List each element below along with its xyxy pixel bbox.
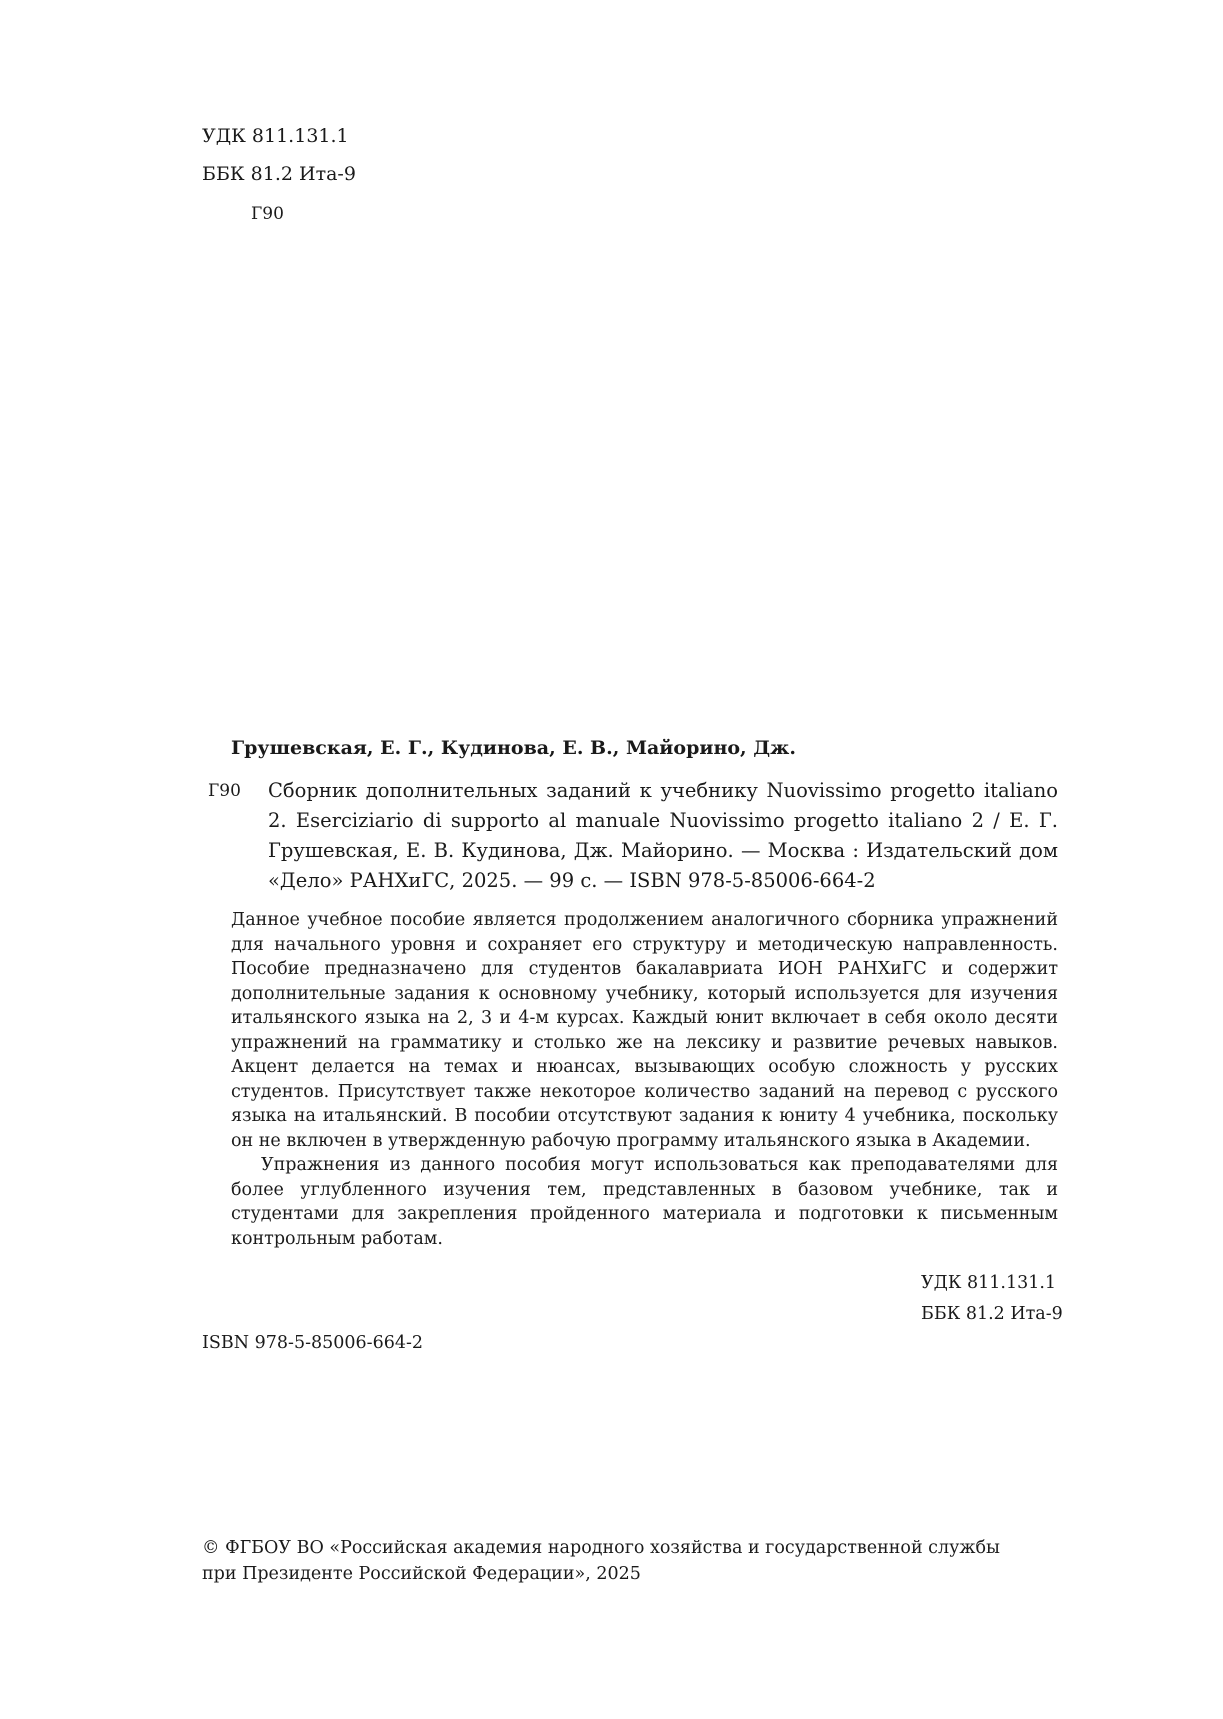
bottom-bbk-code: ББК 81.2 Ита-9 <box>921 1304 1063 1324</box>
annotation-paragraph-2: Упражнения из данного пособия могут использоваться как преподавателями для более углубленного изучения тем, представленных в базовом учебнике, так и студентами для закрепления пройденного материала и подготовки к письменным контрольным работам. <box>231 1155 1058 1249</box>
top-bbk-code: ББК 81.2 Ита-9 <box>202 163 356 185</box>
isbn: ISBN 978-5-85006-664-2 <box>202 1333 424 1353</box>
bottom-classification-codes <box>921 1268 1063 1330</box>
top-udk-code: УДК 811.131.1 <box>202 125 349 147</box>
copyright-line-2: при Президенте Российской Федерации», 2025 <box>202 1564 641 1584</box>
annotation <box>231 908 1058 1251</box>
annotation-paragraph-1: Данное учебное пособие является продолжением аналогичного сборника упражнений для начального уровня и сохраняет его структуру и методическую направленность. Пособие предназначено для студентов бакалавриата ИОН РАНХиГС и содержит дополнительные задания к основному учебнику, который используется для изучения итальянского языка на 2, 3 и 4-м курсах. Каждый юнит включает в себя около десяти упражнений на грамматику и столько же на лексику и развитие речевых навыков. Акцент делается на темах и нюансах, вызывающих особую сложность у русских студентов. Присутствует также некоторое количество заданий на перевод с русского языка на итальянский. В пособии отсутствуют задания к юниту 4 учебника, поскольку он не включен в утвержденную рабочую программу итальянского языка в Академии. <box>231 910 1058 1151</box>
top-author-mark: Г90 <box>251 204 284 224</box>
bottom-udk-code: УДК 811.131.1 <box>921 1273 1057 1293</box>
copyright-notice <box>202 1535 1000 1587</box>
top-classification-codes <box>202 117 356 193</box>
bibliographic-description: Сборник дополнительных заданий к учебнику Nuovissimo progetto italiano 2. Eserciziario di supporto al manuale Nuovissimo progetto italiano 2 / Е. Г. Грушевская, Е. В. Кудинова, Дж. Майорино. — Москва : Издательский дом «Дело» РАНХиГС, 2025. — 99 с. — ISBN 978-5-85006-664-2 <box>268 779 1058 892</box>
authors-heading: Грушевская, Е. Г., Кудинова, Е. В., Майорино, Дж. <box>231 737 796 759</box>
copyright-line-1: © ФГБОУ ВО «Российская академия народного хозяйства и государственной службы <box>202 1538 1000 1558</box>
record-author-mark: Г90 <box>208 781 241 801</box>
